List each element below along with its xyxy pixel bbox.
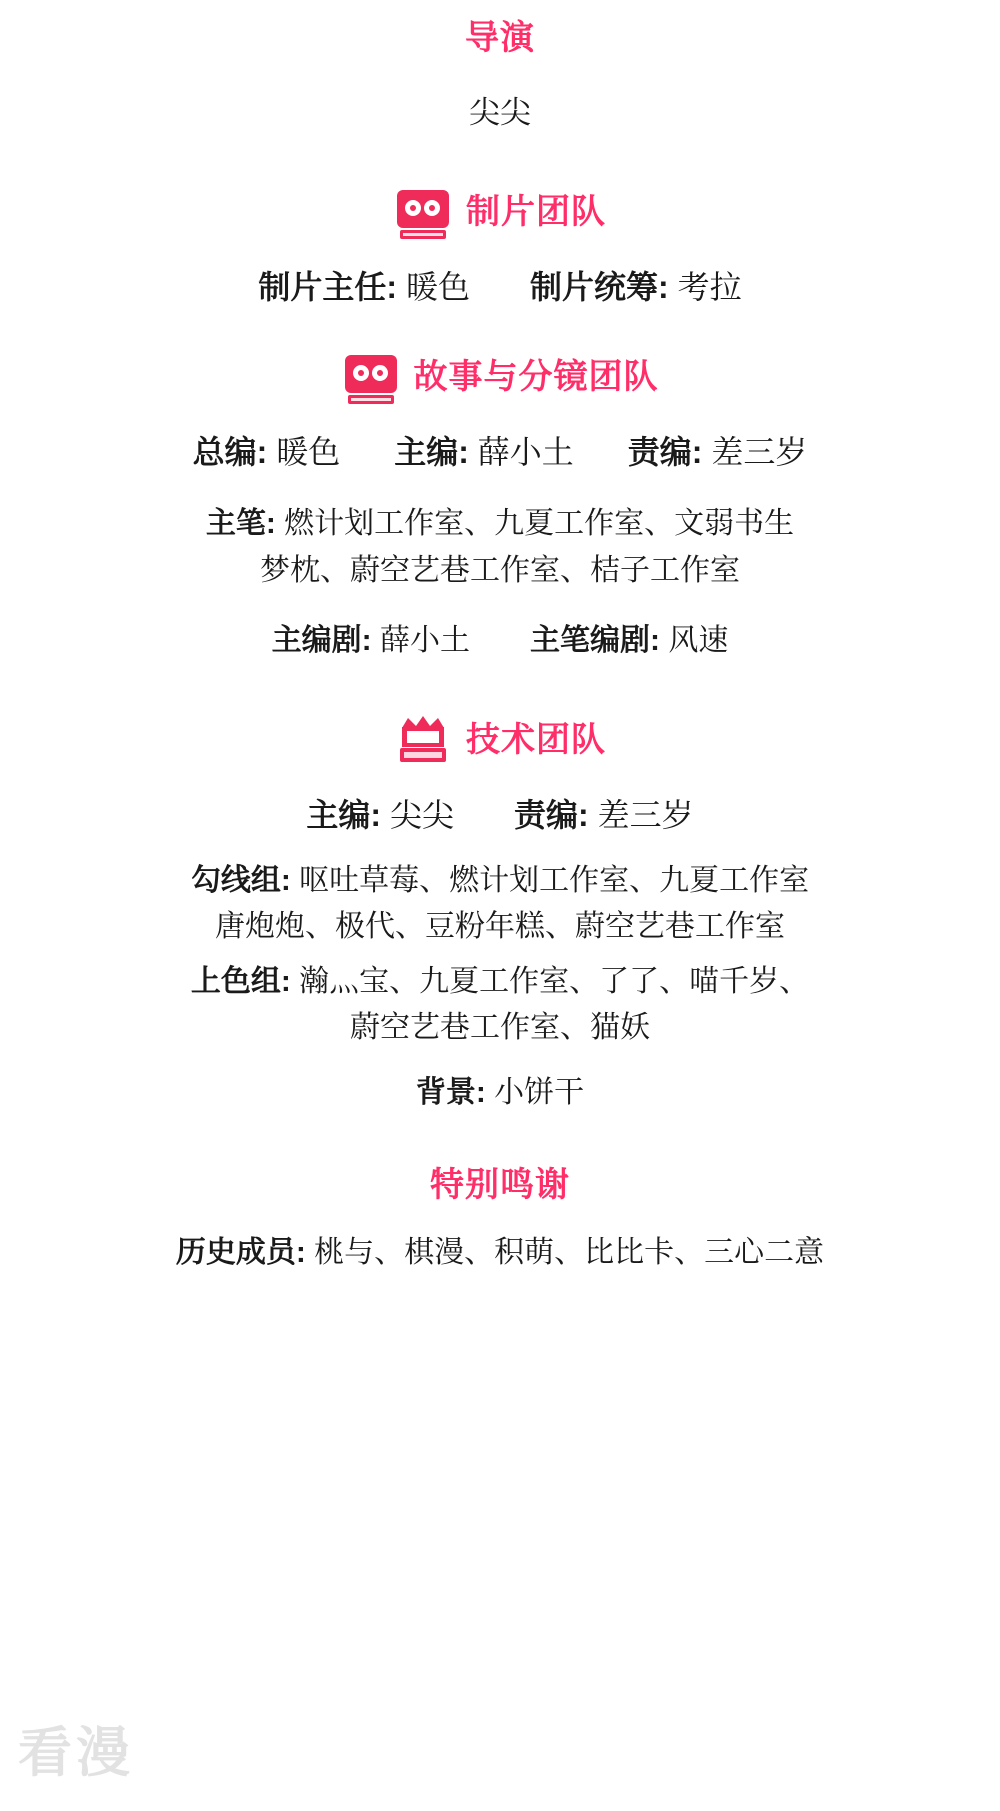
credit-historical-members: [0, 1233, 1000, 1274]
credit-label: 主编剧:: [271, 624, 372, 658]
credit-label: 主编:: [394, 433, 469, 470]
credit-lineart-group-cont: 唐炮炮、极代、豆粉年糕、蔚空艺巷工作室: [215, 910, 785, 944]
credit-value: 暖色: [276, 433, 341, 470]
credit-production-director: [258, 266, 470, 309]
credit-background: [0, 1073, 1000, 1114]
section-header-technical-team: [0, 712, 1000, 770]
credit-label: 背景:: [415, 1075, 486, 1109]
credit-value: 差三岁: [711, 433, 808, 470]
credit-value: 小饼干: [494, 1075, 585, 1109]
credit-coloring-group-cont: 蔚空艺巷工作室、猫妖: [350, 1011, 650, 1045]
credit-label: 上色组:: [190, 964, 291, 998]
credit-label: 总编:: [192, 433, 268, 470]
credit-label: 主编:: [306, 796, 382, 833]
production-credits-row: [0, 266, 1000, 309]
credit-lead-screenwriter: [530, 621, 728, 662]
credit-value: 风速: [668, 624, 729, 658]
watermark: 看漫: [18, 1723, 134, 1783]
credit-label: 勾线组:: [190, 863, 291, 897]
story-chief-editors-row: [0, 431, 1000, 474]
credit-label: 责编:: [514, 796, 589, 833]
credit-responsible-editor: [628, 431, 808, 474]
credit-head-screenwriter: [272, 621, 470, 662]
credit-coloring-group: [0, 962, 1000, 1003]
credit-value: 薛小土: [477, 433, 574, 470]
credit-label: 主笔:: [205, 507, 276, 541]
credit-lead-artists-cont: 梦枕、蔚空艺巷工作室、桔子工作室: [260, 553, 740, 587]
credit-value: 考拉: [677, 268, 742, 305]
credit-production-coordinator: [530, 266, 742, 309]
credit-label: 制片主任:: [258, 268, 398, 305]
credit-label: 主笔编剧:: [530, 624, 660, 658]
credit-value: 薛小土: [380, 624, 470, 658]
credit-tech-responsible-editor: [514, 794, 694, 837]
credit-label: 制片统筹:: [530, 268, 669, 305]
chuanqi-manye-logo-icon: [394, 712, 452, 770]
credit-value: 暖色: [405, 268, 470, 305]
section-header-story-team: [0, 349, 1000, 407]
credit-value: 燃计划工作室、九夏工作室、文弱书生: [284, 507, 795, 541]
credit-tech-chief-editor: [306, 794, 454, 837]
credit-chief-editor: [394, 431, 574, 474]
credit-value: 呕吐草莓、燃计划工作室、九夏工作室: [299, 863, 810, 897]
story-screenwriters-row: [0, 621, 1000, 662]
director-name: 尖尖: [469, 94, 531, 130]
section-title-technical-team: 技术团队: [466, 720, 606, 759]
credit-label: 历史成员:: [175, 1236, 306, 1270]
hangman-culture-logo-icon: [342, 349, 400, 407]
credit-value: 差三岁: [597, 796, 694, 833]
section-header-production-team: [0, 184, 1000, 242]
credit-lineart-group: [0, 861, 1000, 902]
credit-editor-in-chief: [193, 431, 341, 474]
hangman-culture-logo-icon: [394, 184, 452, 242]
section-title-production-team: 制片团队: [466, 192, 606, 231]
credit-value: 瀚灬宝、九夏工作室、了了、喵千岁、: [299, 964, 810, 998]
section-title-special-thanks: 特别鸣谢: [430, 1166, 570, 1205]
credit-lead-artists: [0, 504, 1000, 545]
credit-value: 桃与、棋漫、积萌、比比卡、三心二意: [314, 1236, 825, 1270]
section-title-story-team: 故事与分镜团队: [413, 357, 659, 396]
credit-value: 尖尖: [389, 796, 454, 833]
credit-label: 责编:: [627, 433, 703, 470]
section-title-director: 导演: [465, 19, 535, 57]
technical-editors-row: [0, 794, 1000, 837]
